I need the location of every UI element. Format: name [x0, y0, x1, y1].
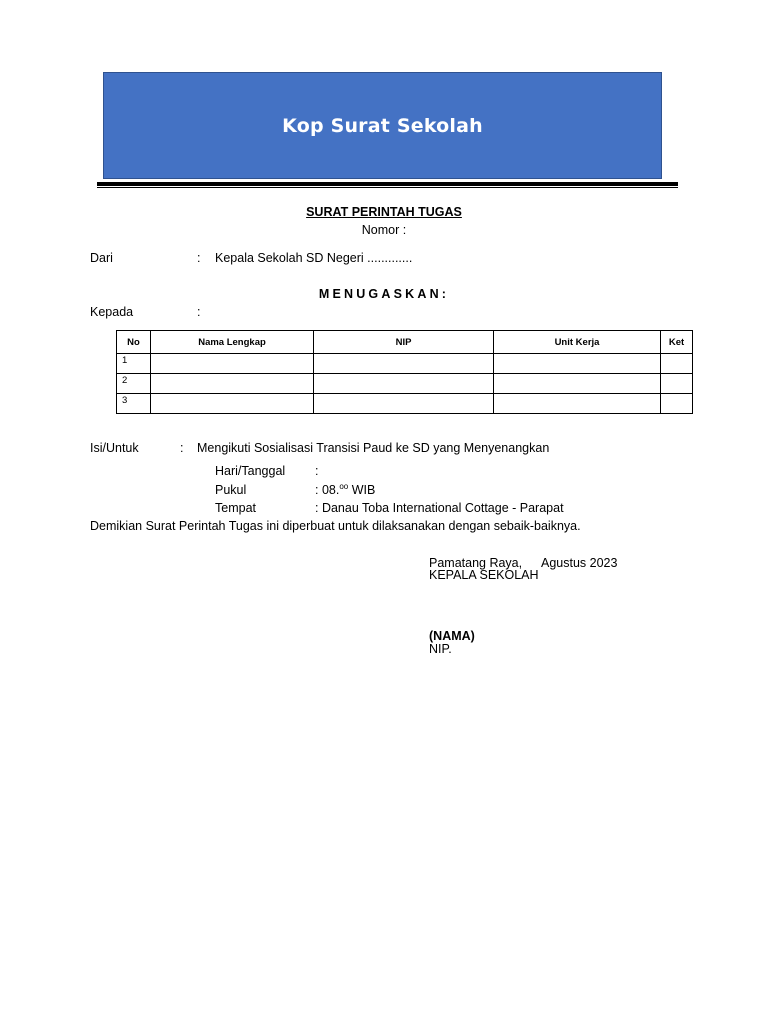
cell-nip — [314, 394, 494, 414]
cell-no: 2 — [117, 374, 151, 394]
hari-tanggal-value: : — [315, 464, 319, 478]
pukul-label: Pukul — [215, 483, 247, 497]
pukul-hour: : 08. — [315, 483, 340, 497]
col-header-ket: Ket — [661, 331, 693, 354]
letter-title: SURAT PERINTAH TUGAS — [306, 205, 462, 219]
cell-nama — [151, 354, 314, 374]
cell-nama — [151, 374, 314, 394]
cell-ket — [661, 394, 693, 414]
tempat-label: Tempat — [215, 501, 256, 515]
cell-unit-kerja — [494, 394, 661, 414]
signature-date: Agustus 2023 — [541, 556, 618, 570]
dari-value: Kepala Sekolah SD Negeri ............. — [215, 251, 413, 265]
pukul-suffix: WIB — [348, 483, 376, 497]
tempat-value: : Danau Toba International Cottage - Parapat — [315, 501, 564, 515]
table-row — [117, 394, 693, 414]
col-header-unit-kerja: Unit Kerja — [494, 331, 661, 354]
cell-unit-kerja — [494, 374, 661, 394]
letterhead-divider-thin — [97, 187, 678, 188]
isi-label: Isi/Untuk — [90, 441, 139, 455]
dari-label: Dari — [90, 251, 113, 265]
signature-position: KEPALA SEKOLAH — [429, 568, 539, 582]
dari-colon: : — [197, 251, 201, 265]
signature-name: (NAMA) — [429, 629, 475, 643]
closing-statement: Demikian Surat Perintah Tugas ini diperbuat untuk dilaksanakan dengan sebaik-baiknya. — [90, 519, 581, 533]
col-header-nama: Nama Lengkap — [151, 331, 314, 354]
kepada-colon: : — [197, 305, 201, 319]
letterhead-box — [103, 72, 662, 179]
col-header-no: No — [117, 331, 151, 354]
table-row — [117, 354, 693, 374]
personnel-table — [116, 330, 693, 414]
cell-nip — [314, 374, 494, 394]
cell-unit-kerja — [494, 354, 661, 374]
letterhead-divider-thick — [97, 182, 678, 186]
signature-place: Pamatang Raya, — [429, 556, 523, 570]
pukul-minutes: oo — [339, 481, 349, 491]
table-row — [117, 374, 693, 394]
menugaskan-heading: MENUGASKAN: — [318, 287, 450, 301]
col-header-nip: NIP — [314, 331, 494, 354]
cell-no: 3 — [117, 394, 151, 414]
signature-nip: NIP. — [429, 642, 452, 656]
kepada-label: Kepada — [90, 305, 134, 319]
isi-value: Mengikuti Sosialisasi Transisi Paud ke SD yang Menyenangkan — [197, 441, 550, 455]
pukul-value — [315, 483, 375, 497]
table-header-row — [117, 331, 693, 354]
cell-no: 1 — [117, 354, 151, 374]
cell-ket — [661, 374, 693, 394]
letterhead-title: Kop Surat Sekolah — [282, 114, 483, 137]
hari-tanggal-label: Hari/Tanggal — [215, 464, 286, 478]
letter-number: Nomor : — [361, 223, 407, 237]
isi-colon: : — [180, 441, 184, 455]
cell-nama — [151, 394, 314, 414]
cell-ket — [661, 354, 693, 374]
cell-nip — [314, 354, 494, 374]
